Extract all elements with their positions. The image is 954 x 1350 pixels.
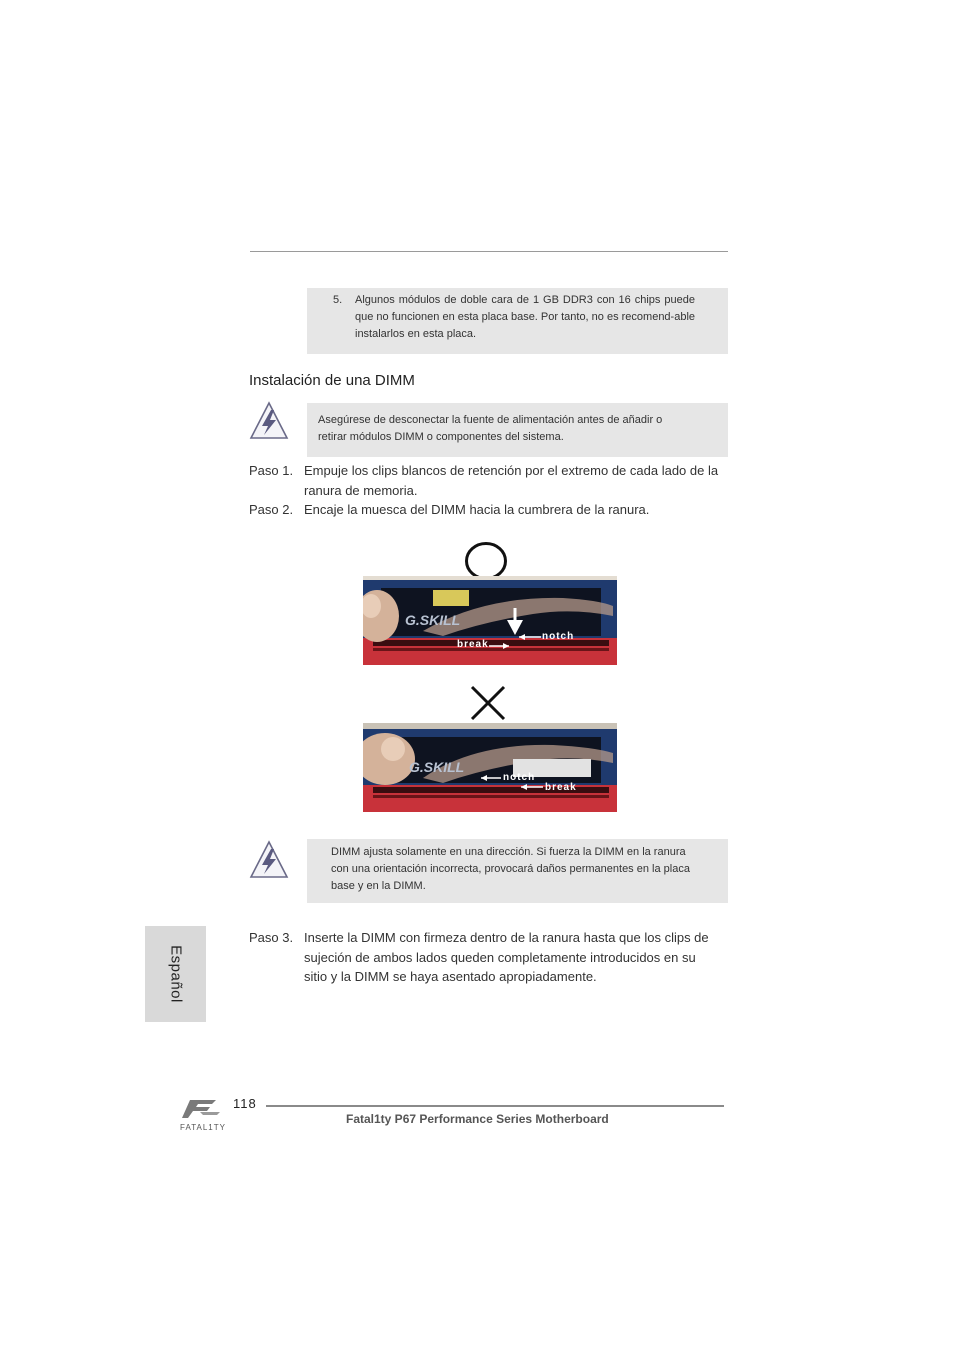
step-1-text: Empuje los clips blancos de retención por el extremo de cada lado de la ranura de memoria.: [304, 463, 719, 498]
logo-text: FATAL1TY: [180, 1123, 226, 1132]
step-3-label: Paso 3.: [249, 930, 294, 945]
footer-divider: [266, 1105, 724, 1107]
caution-text: DIMM ajusta solamente en una dirección. Si fuerza la DIMM en la ranura con una orientación incorrecta, provocará daños permanentes en la placa base y en la DIMM.: [331, 846, 690, 892]
warning-lightning-icon: [249, 401, 289, 441]
notch-label-wrong: notch: [503, 772, 536, 783]
section-title: Instalación de una DIMM: [249, 372, 415, 389]
break-label-correct: break: [457, 639, 489, 650]
note-text: Algunos módulos de doble cara de 1 GB DDR3 con 16 chips puede que no funcionen en esta placa base. Por tanto, no es recomend-able instalarlos en esta placa.: [355, 294, 696, 340]
note-number: 5.: [333, 294, 343, 306]
dimm-photo-wrong: [363, 723, 617, 812]
fatal1ty-logo: [176, 1094, 230, 1134]
top-divider: [250, 251, 728, 252]
page-number: 118: [233, 1096, 257, 1111]
dimm-photo-correct: [363, 576, 617, 665]
notch-label-correct: notch: [542, 631, 575, 642]
warning-lightning-icon: [249, 840, 289, 880]
language-tab-label: Español: [167, 945, 185, 1003]
footer-title: Fatal1ty P67 Performance Series Motherboard: [346, 1112, 609, 1126]
step-2-text: Encaje la muesca del DIMM hacia la cumbrera de la ranura.: [304, 502, 650, 517]
module-brand-text: G.SKILL: [409, 759, 465, 775]
step-1-label: Paso 1.: [249, 463, 294, 478]
wrong-cross-icon: [469, 684, 507, 722]
caution-text: Asegúrese de desconectar la fuente de alimentación antes de añadir o retirar módulos DIMM o componentes del sistema.: [318, 414, 663, 443]
break-label-wrong: break: [545, 782, 577, 793]
step-2-label: Paso 2.: [249, 502, 294, 517]
step-3-text: Inserte la DIMM con firmeza dentro de la ranura hasta que los clips de sujeción de ambos lados queden completamente introducidos en su sitio y la DIMM se haya asentado apropiadamente.: [304, 930, 709, 984]
module-brand-text: G.SKILL: [405, 612, 461, 628]
